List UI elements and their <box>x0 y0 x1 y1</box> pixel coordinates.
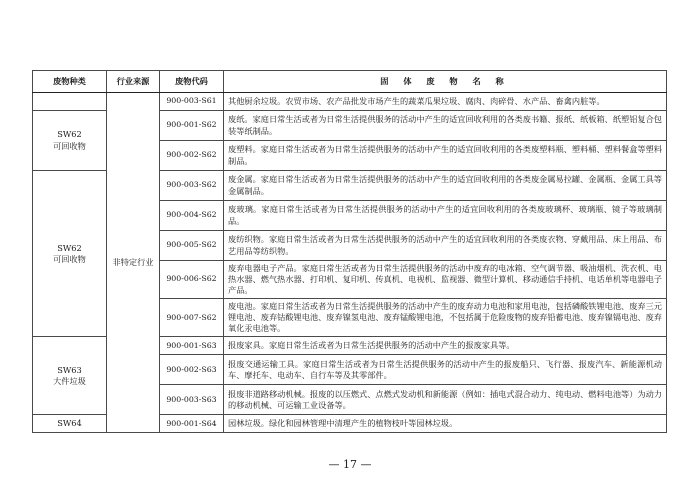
table-row <box>33 93 667 111</box>
category-label: 可回收物 <box>53 253 86 264</box>
waste-code: 900-001-S63 <box>160 337 224 355</box>
category-cell-sw62 <box>33 111 107 171</box>
industry-source-cell: 非特定行业 <box>107 93 160 433</box>
waste-code: 900-003-S63 <box>160 385 224 415</box>
waste-code: 900-006-S62 <box>160 261 224 299</box>
waste-code: 900-001-S62 <box>160 111 224 141</box>
waste-name: 废纺织物。家庭日常生活或者为日常生活提供服务的活动中产生的适宜回收利用的各类废衣物、穿戴用品、床上用品、布艺用品等纺织物。 <box>224 231 667 261</box>
category-cell-empty <box>33 93 107 111</box>
page-number: — 17 — <box>328 458 372 471</box>
header-waste-code: 废物代码 <box>160 71 224 93</box>
table-header-row <box>33 71 667 93</box>
waste-code: 900-002-S62 <box>160 141 224 171</box>
category-code: SW64 <box>57 418 82 429</box>
waste-name: 园林垃圾。绿化和园林管理中清理产生的植物枝叶等园林垃圾。 <box>224 415 667 433</box>
waste-name: 报废非道路移动机械。报废的以压燃式、点燃式发动机和新能源（例如：插电式混合动力、纯电动、燃料电池等）为动力的移动机械、可运输工业设备等。 <box>224 385 667 415</box>
waste-code: 900-005-S62 <box>160 231 224 261</box>
waste-code: 900-002-S63 <box>160 355 224 385</box>
waste-name: 废玻璃。家庭日常生活或者为日常生活提供服务的活动中产生的适宜回收利用的各类废玻璃杯、玻璃瓶、镜子等玻璃制品。 <box>224 201 667 231</box>
category-code: SW62 <box>57 129 82 140</box>
header-industry-source: 行业来源 <box>107 71 160 93</box>
waste-name: 废金属。家庭日常生活或者为日常生活提供服务的活动中产生的适宜回收利用的各类废金属易拉罐、金属瓶、金属工具等金属制品。 <box>224 171 667 201</box>
waste-code: 900-003-S62 <box>160 171 224 201</box>
category-label: 大件垃圾 <box>53 375 86 386</box>
waste-code: 900-003-S61 <box>160 93 224 111</box>
category-code: SW62 <box>57 242 82 253</box>
waste-name: 废纸。家庭日常生活或者为日常生活提供服务的活动中产生的适宜回收利用的各类废书籍、报纸、纸板箱、纸塑铝复合包装等纸制品。 <box>224 111 667 141</box>
category-cell-sw62-continued <box>33 171 107 337</box>
header-waste-type: 废物种类 <box>33 71 107 93</box>
waste-code: 900-004-S62 <box>160 201 224 231</box>
category-cell-sw64 <box>33 415 107 433</box>
waste-name: 报废家具。家庭日常生活或者为日常生活提供服务的活动中产生的报废家具等。 <box>224 337 667 355</box>
waste-name: 报废交通运输工具。家庭日常生活或者为日常生活提供服务的活动中产生的报废船只、飞行器、报废汽车、新能源机动车、摩托车、电动车、自行车等及其零部件。 <box>224 355 667 385</box>
category-label: 可回收物 <box>53 140 86 151</box>
category-cell-sw63 <box>33 337 107 415</box>
category-code: SW63 <box>57 364 82 375</box>
waste-code: 900-007-S62 <box>160 299 224 337</box>
waste-name: 其他厨余垃圾。农贸市场、农产品批发市场产生的蔬菜瓜果垃圾、腐肉、肉碎骨、水产品、畜禽内脏等。 <box>224 93 667 111</box>
header-waste-name: 固 体 废 物 名 称 <box>224 71 667 93</box>
waste-name: 废电池。家庭日常生活或者为日常生活提供服务的活动中产生的废弃动力电池和家用电池，包括磷酸铁锂电池、废弃三元锂电池、废弃钴酸锂电池、废弃镍氢电池、废弃锰酸锂电池，不包括属于危险废物的废弃铅蓄电池、废弃镍镉电池、废弃氧化汞电池等。 <box>224 299 667 337</box>
waste-catalog-table <box>32 70 667 433</box>
waste-name: 废塑料。家庭日常生活或者为日常生活提供服务的活动中产生的适宜回收利用的各类废塑料瓶、塑料桶、塑料餐盒等塑料制品。 <box>224 141 667 171</box>
waste-name: 废弃电器电子产品。家庭日常生活或者为日常生活提供服务的活动中废弃的电冰箱、空气调节器、吸油烟机、洗衣机、电热水器、燃气热水器、打印机、复印机、传真机、电视机、监视器、微型计算机、移动通信手持机、电话单机等电器电子产品。 <box>224 261 667 299</box>
waste-code: 900-001-S64 <box>160 415 224 433</box>
